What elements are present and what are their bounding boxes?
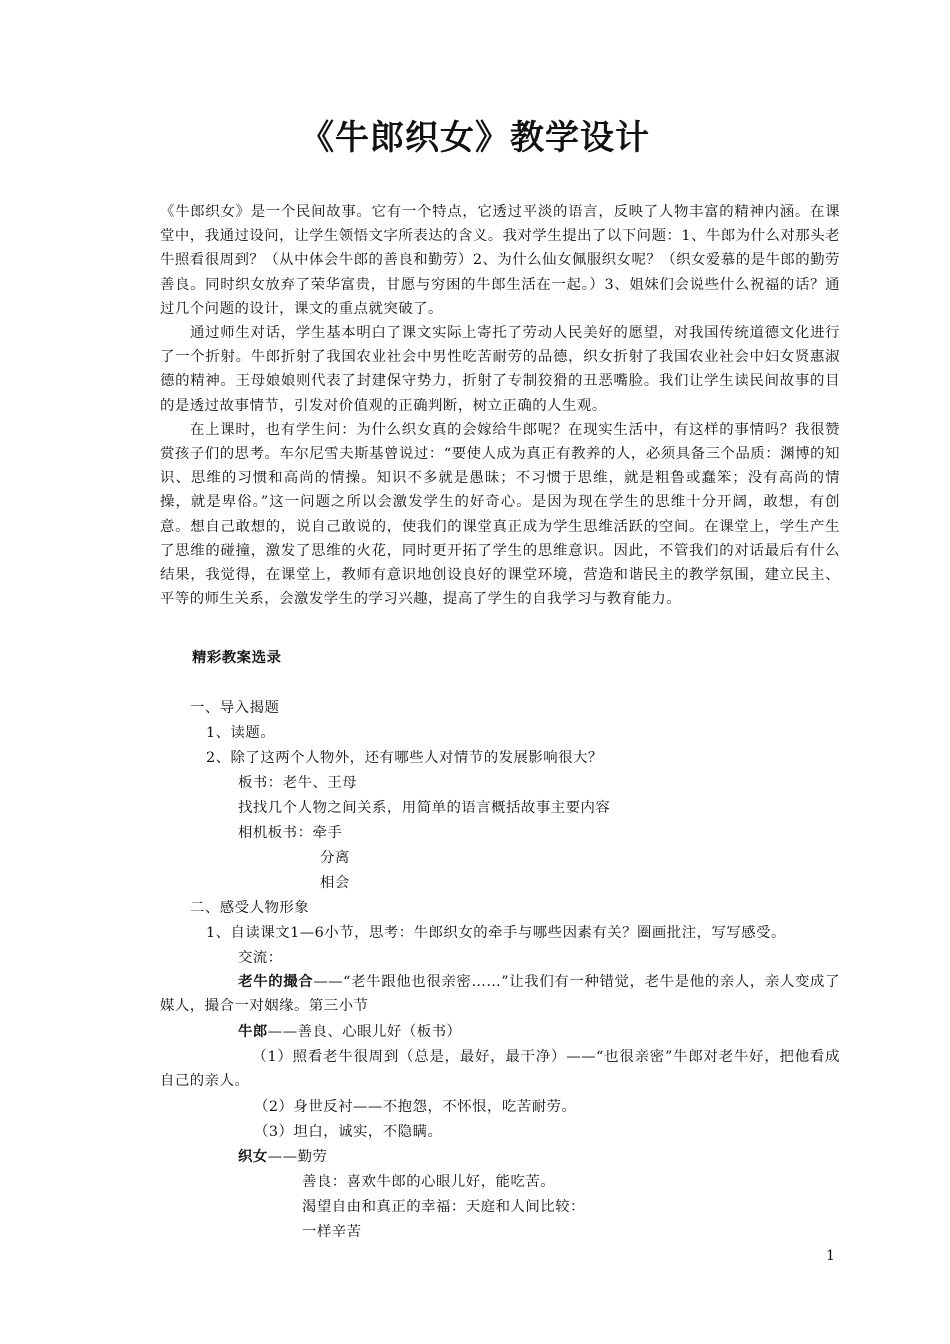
outline-meeting: 相会 <box>320 875 350 891</box>
paragraph-2: 通过师生对话，学生基本明白了课文实际上寄托了劳动人民美好的愿望，对我国传统道德文化进行了一个折射。牛郎折射了我国农业社会中男性吃苦耐劳的品德，织女折射了我国农业社会中妇女贤惠淑德的精神。王母娘娘则代表了封建保守势力，折射了专制狡猾的丑恶嘴脸。我们让学生读民间故事的目的是透过故事情节，引发对价值观的正确判断，树立正确的人生观。 <box>160 325 840 414</box>
zhinv-point-hardship: 一样辛苦 <box>302 1224 362 1240</box>
outline-exchange: 交流： <box>238 950 283 966</box>
niulang-point-3: （3）坦白，诚实，不隐瞒。 <box>254 1124 443 1140</box>
zhinv-point-freedom: 渴望自由和真正的幸福：天庭和人间比较： <box>302 1199 585 1215</box>
zhinv-line <box>238 1145 327 1169</box>
outline-part-1: 一、导入揭题 <box>190 700 280 716</box>
outline-board-note: 板书：老牛、王母 <box>238 775 358 791</box>
outline-item-other-characters: 2、除了这两个人物外，还有哪些人对情节的发展影响很大？ <box>206 750 603 766</box>
niulang-label: 牛郎 <box>238 1024 268 1040</box>
zhinv-label: 织女 <box>238 1149 268 1165</box>
section-heading: 精彩教案选录 <box>192 650 282 666</box>
ox-text: ——“老牛跟他也很亲密……”让我们有一种错觉，老牛是他的亲人，亲人变成了媒人，撮合一对姻缘。第三小节 <box>160 974 840 1014</box>
niulang-point-1-text: （1）照看老牛很周到（总是，最好，最干净）——“也很亲密”牛郎对老牛好，把他看成自己的亲人。 <box>160 1049 840 1089</box>
paragraph-3: 在上课时，也有学生问：为什么织女真的会嫁给牛郎呢？在现实生活中，有这样的事情吗？我很赞赏孩子们的思考。车尔尼雪夫斯基曾说过：“要使人成为真正有教养的人，必须具备三个品质：渊博的知识、思维的习惯和高尚的情操。知识不多就是愚昧；不习惯于思维，就是粗鲁或蠢笨；没有高尚的情操，就是卑俗。”这一问题之所以会激发学生的好奇心。是因为现在学生的思维十分开阔，敢想，有创意。想自己敢想的，说自己敢说的，使我们的课堂真正成为学生思维活跃的空间。在课堂上，学生产生了思维的碰撞，激发了思维的火花，同时更开拓了学生的思维意识。因此，不管我们的对话最后有什么结果，我觉得，在课堂上，教师有意识地创设良好的课堂环境，营造和谐民主的教学氛围，建立民主、平等的师生关系，会激发学生的学习兴趣，提高了学生的自我学习与教育能力。 <box>160 421 840 608</box>
zhinv-text: ——勤劳 <box>267 1149 328 1165</box>
outline-separation: 分离 <box>320 850 350 866</box>
paragraph-1: 《牛郎织女》是一个民间故事。它有一个特点，它透过平淡的语言，反映了人物丰富的精神内涵。在课堂中，我通过设问，让学生领悟文字所表达的含义。我对学生提出了以下问题：1、牛郎为什么对那头老牛照看很周到？（从中体会牛郎的善良和勤劳）2、为什么仙女佩服织女呢？（织女爱慕的是牛郎的勤劳善良。同时织女放弃了荣华富贵，甘愿与穷困的牛郎生活在一起。）3、姐妹们会说些什么祝福的话？通过几个问题的设计，课文的重点就突破了。 <box>160 204 840 317</box>
document-title: 《牛郎织女》教学设计 <box>300 118 650 158</box>
niulang-text: ——善良、心眼儿好（板书） <box>267 1024 462 1040</box>
outline-board-note-2: 相机板书：牵手 <box>238 825 343 841</box>
outline-item-read-title: 1、读题。 <box>206 725 276 741</box>
niulang-point-2: （2）身世反衬——不抱怨，不怀恨，吃苦耐劳。 <box>254 1099 577 1115</box>
page-number: 1 <box>826 1248 835 1264</box>
zhinv-point-kind: 善良：喜欢牛郎的心眼儿好，能吃苦。 <box>302 1174 556 1190</box>
outline-part-2: 二、感受人物形象 <box>190 900 310 916</box>
ox-paragraph <box>160 970 840 1018</box>
outline-item-self-read: 1、自读课文1—6小节，思考：牛郎织女的牵手与哪些因素有关？圈画批注，写写感受。 <box>206 925 786 941</box>
ox-label: 老牛的撮合 <box>238 974 314 990</box>
niulang-point-1 <box>160 1045 840 1093</box>
niulang-line <box>238 1020 461 1044</box>
intro-body <box>160 200 840 611</box>
outline-find-relations: 找找几个人物之间关系，用简单的语言概括故事主要内容 <box>238 800 611 816</box>
